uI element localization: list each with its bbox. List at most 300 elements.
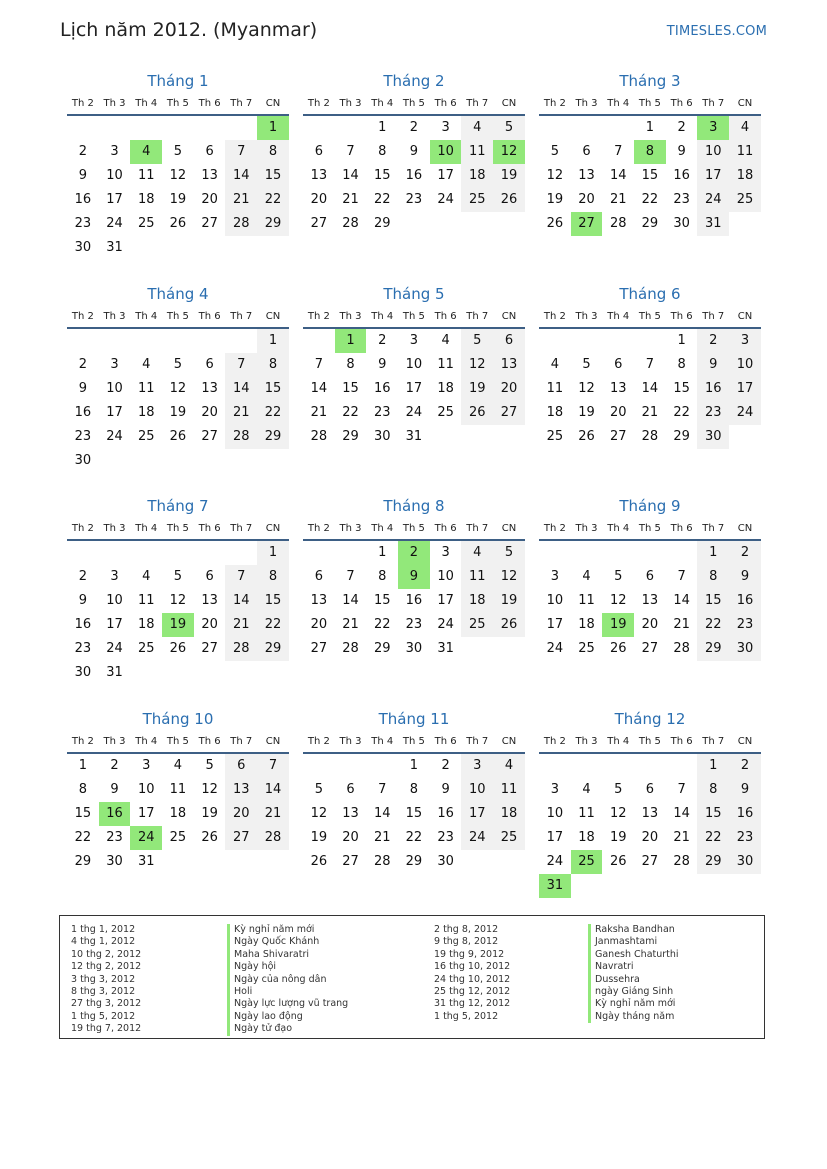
day-cell[interactable]: 17 [437,168,454,183]
day-cell[interactable]: 5 [173,357,183,372]
day-cell[interactable]: 20 [342,830,359,845]
day-cell[interactable]: 6 [645,782,655,797]
day-cell[interactable]: 3 [142,758,151,773]
holiday-day-cell[interactable]: 25 [571,850,603,874]
day-cell[interactable]: 9 [729,565,761,589]
day-cell[interactable]: 18 [578,617,595,632]
day-cell[interactable]: 30 [373,429,391,444]
day-cell[interactable]: 7 [225,140,257,164]
day-cell[interactable]: 19 [169,192,187,207]
day-cell[interactable]: 22 [257,188,289,212]
day-cell[interactable]: 11 [437,357,454,372]
day-cell[interactable]: 13 [201,381,218,396]
day-cell[interactable]: 11 [578,593,595,608]
day-cell[interactable]: 31 [106,240,123,255]
day-cell[interactable]: 13 [310,593,328,608]
day-cell[interactable]: 11 [137,168,155,183]
day-cell[interactable]: 9 [110,782,119,797]
day-cell[interactable]: 13 [310,168,328,183]
day-cell[interactable]: 29 [405,854,423,869]
day-cell[interactable]: 14 [225,377,257,401]
day-cell[interactable]: 14 [257,778,289,802]
holiday-day-cell[interactable]: 10 [430,140,462,164]
day-cell[interactable]: 16 [437,806,454,821]
day-cell[interactable]: 22 [74,830,92,845]
day-cell[interactable]: 6 [614,357,623,372]
day-cell[interactable]: 20 [493,377,525,401]
day-cell[interactable]: 30 [697,425,729,449]
day-cell[interactable]: 16 [405,593,423,608]
day-cell[interactable]: 17 [106,192,123,207]
holiday-day-cell[interactable]: 31 [539,874,571,898]
holiday-day-cell[interactable]: 8 [634,140,666,164]
holiday-day-cell[interactable]: 12 [493,140,525,164]
holiday-day-cell[interactable]: 4 [130,140,162,164]
day-cell[interactable]: 2 [677,120,686,135]
day-cell[interactable]: 23 [673,192,690,207]
day-cell[interactable]: 3 [461,754,493,778]
day-cell[interactable]: 1 [645,120,655,135]
day-cell[interactable]: 9 [78,593,87,608]
day-cell[interactable]: 19 [310,830,328,845]
day-cell[interactable]: 5 [614,782,623,797]
day-cell[interactable]: 4 [441,333,450,348]
holiday-day-cell[interactable]: 19 [162,613,194,637]
day-cell[interactable]: 24 [106,429,123,444]
day-cell[interactable]: 7 [677,782,686,797]
day-cell[interactable]: 14 [609,168,627,183]
day-cell[interactable]: 13 [493,353,525,377]
day-cell[interactable]: 20 [201,405,218,420]
day-cell[interactable]: 8 [697,565,729,589]
day-cell[interactable]: 26 [493,188,525,212]
day-cell[interactable]: 15 [74,806,92,821]
day-cell[interactable]: 2 [729,541,761,565]
day-cell[interactable]: 11 [169,782,187,797]
day-cell[interactable]: 14 [342,168,359,183]
day-cell[interactable]: 6 [205,357,214,372]
holiday-day-cell[interactable]: 1 [257,116,289,140]
day-cell[interactable]: 1 [677,333,686,348]
day-cell[interactable]: 22 [257,613,289,637]
day-cell[interactable]: 29 [257,425,289,449]
day-cell[interactable]: 23 [697,401,729,425]
day-cell[interactable]: 15 [697,802,729,826]
day-cell[interactable]: 20 [310,192,328,207]
day-cell[interactable]: 18 [169,806,187,821]
day-cell[interactable]: 26 [310,854,328,869]
day-cell[interactable]: 3 [110,144,119,159]
day-cell[interactable]: 21 [641,405,659,420]
day-cell[interactable]: 10 [546,806,564,821]
day-cell[interactable]: 26 [461,401,493,425]
day-cell[interactable]: 30 [437,854,454,869]
day-cell[interactable]: 5 [582,357,591,372]
day-cell[interactable]: 6 [645,569,655,584]
day-cell[interactable]: 2 [409,120,419,135]
day-cell[interactable]: 24 [546,641,564,656]
day-cell[interactable]: 20 [225,802,257,826]
day-cell[interactable]: 13 [609,381,627,396]
day-cell[interactable]: 21 [310,405,328,420]
day-cell[interactable]: 8 [257,565,289,589]
day-cell[interactable]: 5 [493,541,525,565]
day-cell[interactable]: 20 [609,405,627,420]
day-cell[interactable]: 5 [314,782,323,797]
day-cell[interactable]: 6 [205,144,214,159]
day-cell[interactable]: 31 [697,212,729,236]
day-cell[interactable]: 8 [378,144,387,159]
day-cell[interactable]: 7 [677,569,686,584]
day-cell[interactable]: 11 [729,140,761,164]
day-cell[interactable]: 10 [461,778,493,802]
day-cell[interactable]: 4 [582,782,591,797]
day-cell[interactable]: 23 [106,830,123,845]
day-cell[interactable]: 6 [314,144,323,159]
day-cell[interactable]: 28 [641,429,659,444]
day-cell[interactable]: 5 [493,116,525,140]
day-cell[interactable]: 18 [461,164,493,188]
day-cell[interactable]: 8 [257,353,289,377]
day-cell[interactable]: 27 [201,429,218,444]
day-cell[interactable]: 15 [673,381,690,396]
day-cell[interactable]: 3 [110,357,119,372]
day-cell[interactable]: 23 [373,405,391,420]
day-cell[interactable]: 12 [546,168,564,183]
day-cell[interactable]: 5 [614,569,623,584]
day-cell[interactable]: 2 [78,357,87,372]
day-cell[interactable]: 28 [673,641,690,656]
day-cell[interactable]: 12 [493,565,525,589]
day-cell[interactable]: 18 [137,617,155,632]
day-cell[interactable]: 26 [609,854,627,869]
day-cell[interactable]: 2 [110,758,119,773]
day-cell[interactable]: 14 [673,593,690,608]
day-cell[interactable]: 27 [641,854,659,869]
day-cell[interactable]: 27 [342,854,359,869]
day-cell[interactable]: 6 [225,754,257,778]
day-cell[interactable]: 30 [74,240,92,255]
day-cell[interactable]: 15 [373,593,391,608]
day-cell[interactable]: 7 [225,353,257,377]
day-cell[interactable]: 16 [74,405,92,420]
day-cell[interactable]: 22 [697,613,729,637]
day-cell[interactable]: 30 [405,641,423,656]
day-cell[interactable]: 1 [257,541,289,565]
day-cell[interactable]: 3 [110,569,119,584]
day-cell[interactable]: 3 [550,569,559,584]
day-cell[interactable]: 17 [697,164,729,188]
day-cell[interactable]: 11 [461,140,493,164]
day-cell[interactable]: 16 [697,377,729,401]
day-cell[interactable]: 13 [578,168,595,183]
day-cell[interactable]: 20 [201,617,218,632]
day-cell[interactable]: 30 [74,665,92,680]
day-cell[interactable]: 30 [729,637,761,661]
day-cell[interactable]: 30 [74,453,92,468]
day-cell[interactable]: 29 [373,641,391,656]
day-cell[interactable]: 2 [729,754,761,778]
day-cell[interactable]: 7 [346,144,355,159]
day-cell[interactable]: 10 [106,381,123,396]
day-cell[interactable]: 2 [441,758,450,773]
day-cell[interactable]: 23 [74,429,92,444]
day-cell[interactable]: 20 [641,830,659,845]
day-cell[interactable]: 10 [137,782,155,797]
day-cell[interactable]: 30 [106,854,123,869]
day-cell[interactable]: 10 [697,140,729,164]
day-cell[interactable]: 25 [437,405,454,420]
day-cell[interactable]: 17 [729,377,761,401]
holiday-day-cell[interactable]: 1 [335,329,367,353]
day-cell[interactable]: 17 [137,806,155,821]
day-cell[interactable]: 12 [461,353,493,377]
day-cell[interactable]: 6 [346,782,355,797]
day-cell[interactable]: 26 [493,613,525,637]
day-cell[interactable]: 24 [546,854,564,869]
day-cell[interactable]: 22 [697,826,729,850]
day-cell[interactable]: 13 [225,778,257,802]
day-cell[interactable]: 17 [106,617,123,632]
day-cell[interactable]: 15 [257,164,289,188]
day-cell[interactable]: 4 [461,116,493,140]
day-cell[interactable]: 26 [169,429,187,444]
day-cell[interactable]: 15 [342,381,359,396]
day-cell[interactable]: 3 [441,120,450,135]
day-cell[interactable]: 24 [437,192,454,207]
day-cell[interactable]: 24 [106,641,123,656]
day-cell[interactable]: 6 [314,569,323,584]
day-cell[interactable]: 16 [729,802,761,826]
day-cell[interactable]: 29 [697,637,729,661]
day-cell[interactable]: 1 [378,120,387,135]
day-cell[interactable]: 9 [677,144,686,159]
day-cell[interactable]: 28 [342,641,359,656]
day-cell[interactable]: 7 [378,782,387,797]
day-cell[interactable]: 4 [729,116,761,140]
day-cell[interactable]: 27 [201,216,218,231]
day-cell[interactable]: 27 [310,216,328,231]
day-cell[interactable]: 12 [169,168,187,183]
day-cell[interactable]: 10 [437,569,454,584]
day-cell[interactable]: 18 [578,830,595,845]
day-cell[interactable]: 18 [493,802,525,826]
day-cell[interactable]: 13 [641,593,659,608]
day-cell[interactable]: 12 [310,806,328,821]
day-cell[interactable]: 20 [310,617,328,632]
day-cell[interactable]: 7 [225,565,257,589]
day-cell[interactable]: 24 [729,401,761,425]
day-cell[interactable]: 8 [697,778,729,802]
day-cell[interactable]: 24 [405,405,423,420]
day-cell[interactable]: 16 [673,168,690,183]
day-cell[interactable]: 21 [257,802,289,826]
day-cell[interactable]: 28 [673,854,690,869]
day-cell[interactable]: 29 [257,637,289,661]
day-cell[interactable]: 29 [373,216,391,231]
day-cell[interactable]: 4 [461,541,493,565]
day-cell[interactable]: 14 [342,593,359,608]
day-cell[interactable]: 25 [546,429,564,444]
day-cell[interactable]: 29 [697,850,729,874]
holiday-day-cell[interactable]: 9 [398,565,430,589]
day-cell[interactable]: 19 [578,405,595,420]
day-cell[interactable]: 15 [373,168,391,183]
day-cell[interactable]: 8 [78,782,87,797]
day-cell[interactable]: 6 [205,569,214,584]
day-cell[interactable]: 25 [461,188,493,212]
day-cell[interactable]: 6 [582,144,591,159]
day-cell[interactable]: 11 [578,806,595,821]
day-cell[interactable]: 26 [169,641,187,656]
day-cell[interactable]: 10 [106,593,123,608]
day-cell[interactable]: 21 [225,401,257,425]
holiday-day-cell[interactable]: 19 [602,613,634,637]
day-cell[interactable]: 19 [169,405,187,420]
day-cell[interactable]: 7 [314,357,323,372]
day-cell[interactable]: 7 [257,754,289,778]
day-cell[interactable]: 14 [225,164,257,188]
day-cell[interactable]: 21 [342,617,359,632]
day-cell[interactable]: 31 [137,854,155,869]
day-cell[interactable]: 19 [461,377,493,401]
day-cell[interactable]: 5 [461,329,493,353]
day-cell[interactable]: 3 [729,329,761,353]
day-cell[interactable]: 25 [169,830,187,845]
day-cell[interactable]: 14 [373,806,391,821]
day-cell[interactable]: 15 [405,806,423,821]
day-cell[interactable]: 30 [729,850,761,874]
day-cell[interactable]: 19 [493,589,525,613]
day-cell[interactable]: 23 [74,216,92,231]
day-cell[interactable]: 25 [137,641,155,656]
day-cell[interactable]: 12 [169,381,187,396]
day-cell[interactable]: 21 [609,192,627,207]
day-cell[interactable]: 24 [461,826,493,850]
day-cell[interactable]: 22 [641,192,659,207]
day-cell[interactable]: 15 [257,589,289,613]
day-cell[interactable]: 5 [173,569,183,584]
day-cell[interactable]: 19 [546,192,564,207]
day-cell[interactable]: 1 [78,758,87,773]
day-cell[interactable]: 24 [697,188,729,212]
day-cell[interactable]: 8 [378,569,387,584]
day-cell[interactable]: 22 [405,830,423,845]
day-cell[interactable]: 13 [201,168,218,183]
holiday-day-cell[interactable]: 2 [398,541,430,565]
day-cell[interactable]: 4 [142,569,151,584]
day-cell[interactable]: 20 [641,617,659,632]
day-cell[interactable]: 31 [437,641,454,656]
day-cell[interactable]: 1 [409,758,419,773]
day-cell[interactable]: 18 [461,589,493,613]
day-cell[interactable]: 2 [697,329,729,353]
day-cell[interactable]: 16 [729,589,761,613]
day-cell[interactable]: 9 [409,144,419,159]
day-cell[interactable]: 7 [346,569,355,584]
day-cell[interactable]: 9 [729,778,761,802]
day-cell[interactable]: 4 [142,357,151,372]
day-cell[interactable]: 14 [225,589,257,613]
day-cell[interactable]: 29 [673,429,690,444]
day-cell[interactable]: 5 [205,758,214,773]
day-cell[interactable]: 15 [641,168,659,183]
day-cell[interactable]: 29 [74,854,92,869]
holiday-day-cell[interactable]: 24 [130,826,162,850]
day-cell[interactable]: 4 [582,569,591,584]
day-cell[interactable]: 4 [493,754,525,778]
day-cell[interactable]: 10 [405,357,423,372]
day-cell[interactable]: 19 [493,164,525,188]
day-cell[interactable]: 11 [493,778,525,802]
day-cell[interactable]: 11 [546,381,564,396]
day-cell[interactable]: 22 [373,192,391,207]
day-cell[interactable]: 11 [137,381,155,396]
day-cell[interactable]: 3 [441,545,450,560]
day-cell[interactable]: 21 [225,613,257,637]
day-cell[interactable]: 9 [441,782,450,797]
day-cell[interactable]: 11 [461,565,493,589]
day-cell[interactable]: 20 [578,192,595,207]
day-cell[interactable]: 26 [169,216,187,231]
day-cell[interactable]: 10 [546,593,564,608]
day-cell[interactable]: 25 [137,429,155,444]
day-cell[interactable]: 28 [373,854,391,869]
day-cell[interactable]: 28 [257,826,289,850]
day-cell[interactable]: 29 [342,429,359,444]
day-cell[interactable]: 24 [106,216,123,231]
day-cell[interactable]: 13 [641,806,659,821]
day-cell[interactable]: 22 [373,617,391,632]
day-cell[interactable]: 17 [106,405,123,420]
day-cell[interactable]: 26 [578,429,595,444]
day-cell[interactable]: 25 [578,641,595,656]
day-cell[interactable]: 27 [493,401,525,425]
day-cell[interactable]: 24 [437,617,454,632]
day-cell[interactable]: 18 [137,192,155,207]
day-cell[interactable]: 30 [673,216,690,231]
day-cell[interactable]: 15 [697,589,729,613]
day-cell[interactable]: 17 [546,830,564,845]
day-cell[interactable]: 23 [729,613,761,637]
day-cell[interactable]: 14 [673,806,690,821]
day-cell[interactable]: 18 [437,381,454,396]
day-cell[interactable]: 22 [673,405,690,420]
day-cell[interactable]: 4 [173,758,183,773]
day-cell[interactable]: 18 [729,164,761,188]
day-cell[interactable]: 8 [677,357,686,372]
day-cell[interactable]: 21 [673,830,690,845]
day-cell[interactable]: 14 [310,381,328,396]
day-cell[interactable]: 31 [405,429,423,444]
day-cell[interactable]: 12 [201,782,218,797]
day-cell[interactable]: 9 [78,168,87,183]
day-cell[interactable]: 1 [257,329,289,353]
day-cell[interactable]: 4 [550,357,559,372]
day-cell[interactable]: 12 [609,806,627,821]
day-cell[interactable]: 28 [342,216,359,231]
holiday-day-cell[interactable]: 27 [571,212,603,236]
day-cell[interactable]: 11 [137,593,155,608]
day-cell[interactable]: 16 [74,192,92,207]
day-cell[interactable]: 22 [342,405,359,420]
day-cell[interactable]: 1 [697,754,729,778]
day-cell[interactable]: 2 [78,569,87,584]
day-cell[interactable]: 12 [578,381,595,396]
day-cell[interactable]: 1 [378,545,387,560]
site-link[interactable]: TIMESLES.COM [666,24,767,39]
day-cell[interactable]: 21 [225,188,257,212]
